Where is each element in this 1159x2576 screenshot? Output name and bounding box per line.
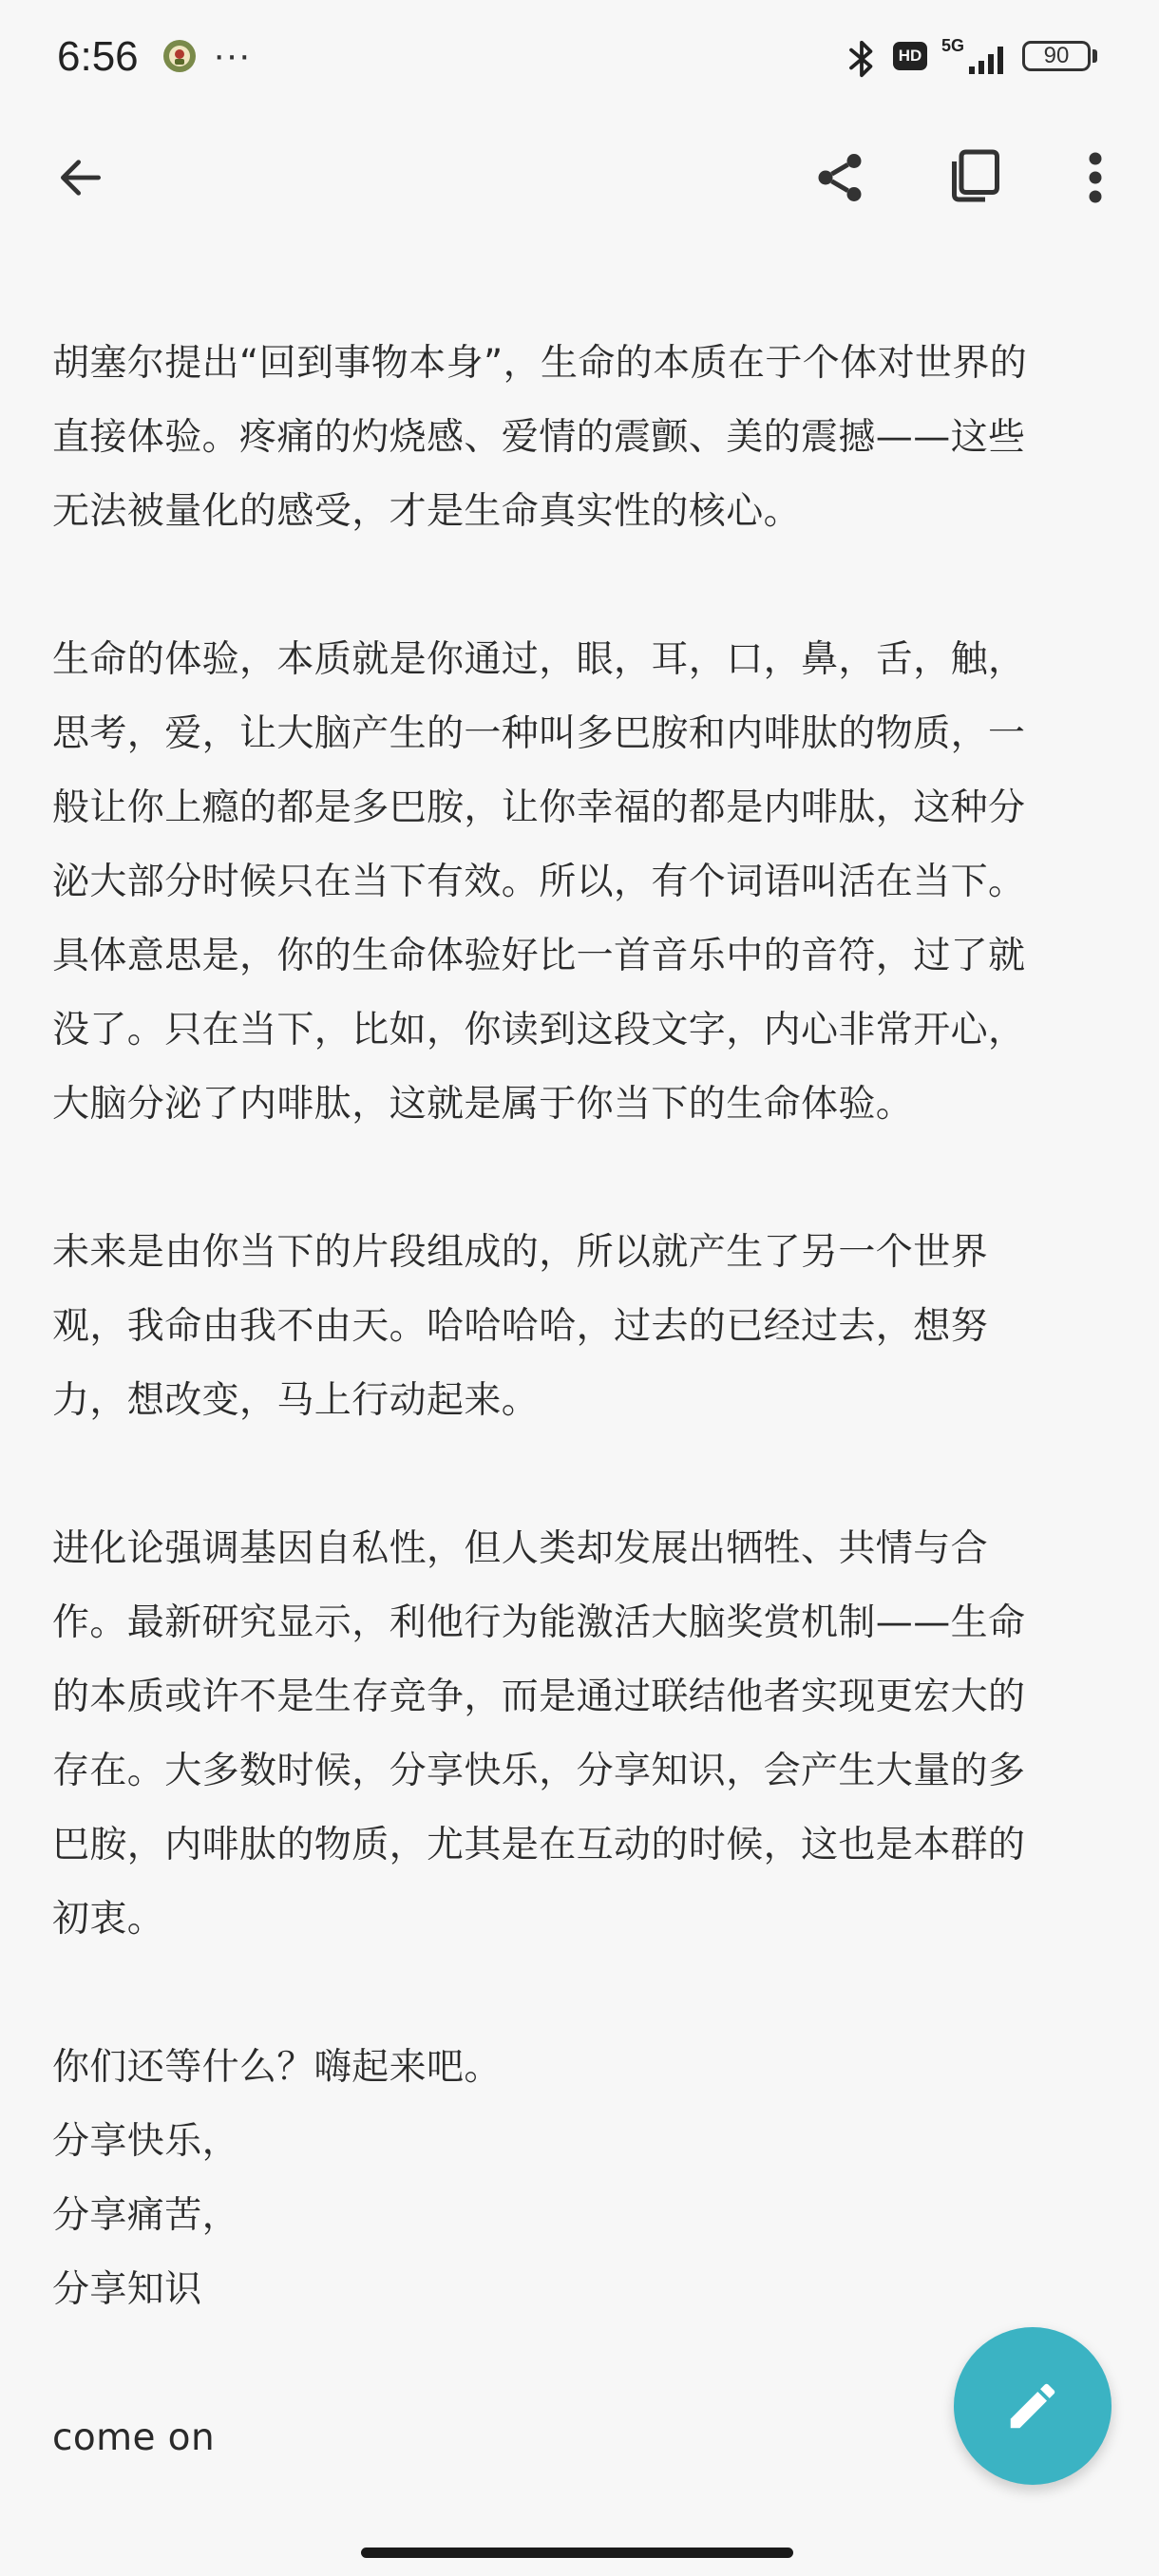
back-button[interactable]	[48, 144, 114, 211]
arrow-left-icon	[54, 151, 107, 204]
hd-badge: HD	[893, 42, 927, 70]
note-text-line: 未来是由你当下的片段组成的，所以就产生了另一个世界	[52, 1231, 989, 1274]
status-more-indicator: ···	[213, 34, 251, 76]
status-bar	[0, 0, 1159, 114]
signal-strength-icon	[967, 42, 1011, 76]
note-text-line: 巴胺，内啡肽的物质，尤其是在互动的时候，这也是本群的	[52, 1824, 1026, 1866]
status-time: 6:56	[57, 33, 139, 80]
note-text-line: 力，想改变，马上行动起来。	[52, 1379, 540, 1422]
copy-button[interactable]	[942, 142, 1009, 209]
note-text-line: 没了。只在当下，比如，你读到这段文字，内心非常开心，	[52, 1009, 1026, 1051]
share-icon	[811, 149, 868, 206]
app-notification-icon	[162, 38, 198, 74]
note-text-line: 你们还等什么？嗨起来吧。	[52, 2046, 502, 2089]
note-text-line: 分享痛苦，	[52, 2194, 240, 2237]
gesture-navigation-bar[interactable]	[361, 2548, 793, 2558]
note-text-line: 作。最新研究显示，利他行为能激活大脑奖赏机制——生命	[52, 1601, 1026, 1644]
note-text-line: 思考，爱，让大脑产生的一种叫多巴胺和内啡肽的物质，一	[52, 712, 1026, 755]
paragraph-gap	[52, 2327, 1107, 2401]
more-options-button[interactable]	[1062, 144, 1129, 211]
note-text-line: come on	[52, 2416, 216, 2459]
battery-indicator: 90	[1022, 41, 1091, 71]
note-text-line: 进化论强调基因自私性，但人类却发展出牺牲、共情与合	[52, 1527, 989, 1570]
edit-pencil-icon	[1003, 2377, 1062, 2435]
note-text-line: 分享知识	[52, 2268, 202, 2311]
network-type-label: 5G	[941, 36, 965, 55]
note-text-line: 大脑分泌了内啡肽，这就是属于你当下的生命体验。	[52, 1083, 914, 1126]
note-text-line: 生命的体验，本质就是你通过，眼，耳，口，鼻，舌，触，	[52, 638, 1026, 681]
note-text-line: 胡塞尔提出“回到事物本身”，生命的本质在于个体对世界的	[52, 342, 1028, 385]
note-text-line: 具体意思是，你的生命体验好比一首音乐中的音符，过了就	[52, 935, 1026, 977]
paragraph-gap	[52, 1142, 1107, 1216]
note-text-line: 观，我命由我不由天。哈哈哈哈，过去的已经过去，想努	[52, 1305, 989, 1348]
note-text-line: 泌大部分时候只在当下有效。所以，有个词语叫活在当下。	[52, 861, 1026, 903]
note-text-line: 存在。大多数时候，分享快乐，分享知识，会产生大量的多	[52, 1750, 1026, 1792]
note-text-line: 初衷。	[52, 1898, 165, 1941]
battery-tip	[1092, 49, 1097, 63]
share-button[interactable]	[807, 144, 873, 211]
bluetooth-icon	[844, 38, 880, 80]
note-text-line: 无法被量化的感受，才是生命真实性的核心。	[52, 490, 802, 533]
copy-icon	[947, 145, 1004, 206]
paragraph-gap	[52, 1438, 1107, 1512]
note-body[interactable]	[52, 327, 1107, 2475]
note-text-line: 分享快乐，	[52, 2120, 240, 2163]
note-text-line: 的本质或许不是生存竞争，而是通过联结他者实现更宏大的	[52, 1676, 1026, 1718]
paragraph-gap	[52, 549, 1107, 623]
note-text-line: 直接体验。疼痛的灼烧感、爱情的震颤、美的震撼——这些	[52, 416, 1026, 459]
paragraph-gap	[52, 1957, 1107, 2031]
note-text-line: 般让你上瘾的都是多巴胺，让你幸福的都是内啡肽，这种分	[52, 786, 1026, 829]
edit-fab-button[interactable]	[954, 2327, 1112, 2485]
more-vert-icon	[1086, 149, 1105, 206]
